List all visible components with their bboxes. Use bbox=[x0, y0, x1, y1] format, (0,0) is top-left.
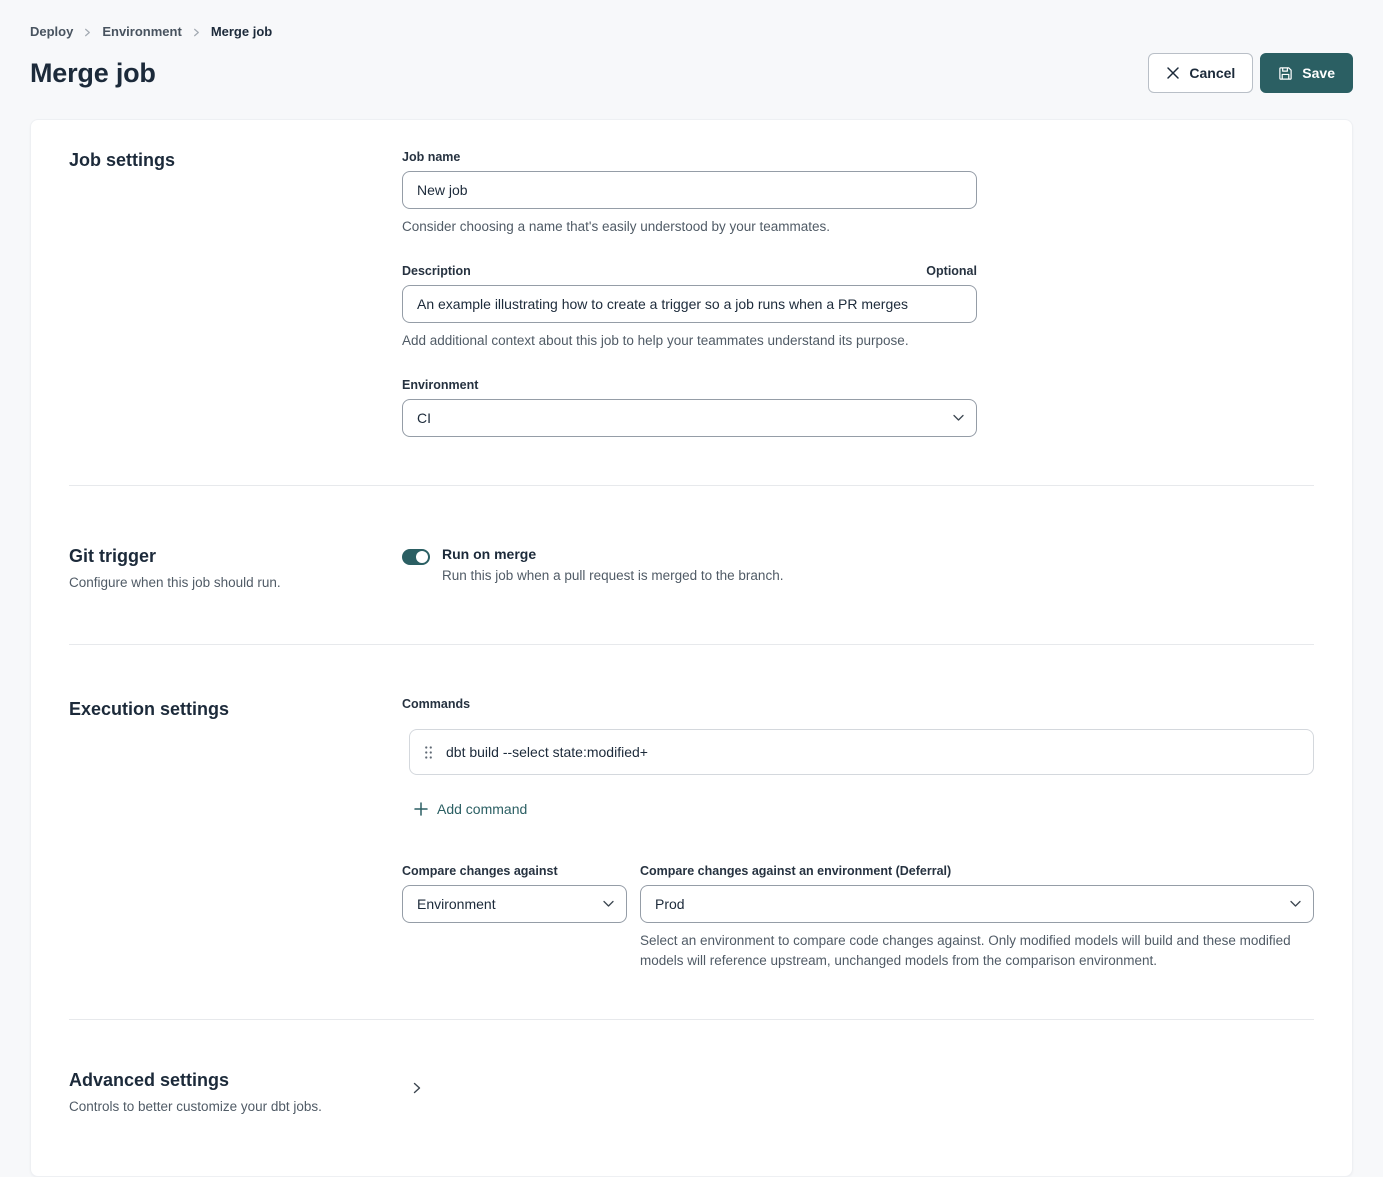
run-on-merge-label: Run on merge bbox=[442, 546, 537, 562]
advanced-settings-heading: Advanced settings bbox=[69, 1070, 230, 1090]
breadcrumb-separator-icon bbox=[83, 28, 92, 37]
page-header bbox=[30, 53, 1353, 93]
section-job-settings bbox=[69, 148, 1314, 485]
chevron-down-icon bbox=[1290, 901, 1301, 908]
section-advanced-settings-left bbox=[69, 1070, 402, 1114]
close-icon bbox=[1166, 66, 1180, 80]
plus-icon bbox=[414, 802, 428, 816]
deferral-select-value: Prod bbox=[655, 896, 685, 912]
job-name-label: Job name bbox=[402, 150, 461, 164]
job-name-helper: Consider choosing a name that's easily understood by your teammates. bbox=[402, 219, 831, 234]
compare-against-select[interactable] bbox=[402, 885, 627, 923]
breadcrumb-separator-icon bbox=[192, 28, 201, 37]
commands-label: Commands bbox=[402, 697, 471, 711]
add-command-label: Add command bbox=[437, 801, 528, 817]
header-actions bbox=[1148, 53, 1353, 93]
environment-select[interactable] bbox=[402, 399, 977, 437]
breadcrumb bbox=[30, 0, 1353, 39]
breadcrumb-item-deploy[interactable]: Deploy bbox=[30, 24, 74, 39]
job-settings-heading: Job settings bbox=[69, 150, 176, 170]
save-button-label: Save bbox=[1302, 65, 1335, 81]
save-icon bbox=[1278, 66, 1293, 81]
chevron-right-icon[interactable] bbox=[412, 1082, 422, 1094]
compare-against-label: Compare changes against bbox=[402, 864, 558, 878]
breadcrumb-item-merge-job: Merge job bbox=[210, 24, 273, 39]
command-row[interactable] bbox=[409, 729, 1314, 775]
job-name-field bbox=[402, 150, 977, 237]
description-label: Description bbox=[402, 264, 471, 278]
job-settings-card bbox=[30, 119, 1353, 1177]
section-git-trigger bbox=[69, 486, 1314, 644]
run-on-merge-description: Run this job when a pull request is merged to the branch. bbox=[442, 568, 784, 583]
description-helper: Add additional context about this job to help your teammates understand its purpose. bbox=[402, 333, 909, 348]
command-text[interactable]: dbt build --select state:modified+ bbox=[446, 744, 648, 760]
cancel-button-label: Cancel bbox=[1189, 65, 1236, 81]
deferral-helper: Select an environment to compare code changes against. Only modified models will build and these modified models will reference upstream, unchanged models from the comparison environment. bbox=[640, 933, 1291, 968]
drag-handle-icon[interactable] bbox=[424, 745, 433, 760]
section-execution-settings-form bbox=[402, 697, 1314, 971]
section-git-trigger-left bbox=[69, 534, 402, 590]
deferral-label: Compare changes against an environment (Deferral) bbox=[640, 864, 952, 878]
deferral-field bbox=[640, 864, 1314, 971]
cancel-button[interactable] bbox=[1148, 53, 1253, 93]
description-field bbox=[402, 264, 977, 351]
toggle-knob bbox=[416, 551, 428, 563]
section-execution-settings-left bbox=[69, 697, 402, 971]
section-job-settings-form bbox=[402, 150, 977, 437]
environment-label: Environment bbox=[402, 378, 479, 392]
environment-select-value: CI bbox=[417, 410, 431, 426]
breadcrumb-item-environment[interactable]: Environment bbox=[102, 24, 182, 39]
execution-settings-heading: Execution settings bbox=[69, 699, 230, 719]
run-on-merge-row bbox=[402, 534, 1314, 583]
compare-against-select-value: Environment bbox=[417, 896, 496, 912]
description-optional-tag: Optional bbox=[926, 264, 977, 278]
advanced-settings-subheading: Controls to better customize your dbt jobs. bbox=[69, 1099, 322, 1114]
section-advanced-settings bbox=[69, 1020, 1314, 1142]
section-git-trigger-form bbox=[402, 534, 1314, 590]
git-trigger-subheading: Configure when this job should run. bbox=[69, 575, 281, 590]
add-command-button[interactable] bbox=[414, 801, 527, 817]
description-input[interactable] bbox=[402, 285, 977, 323]
chevron-down-icon bbox=[603, 901, 614, 908]
git-trigger-heading: Git trigger bbox=[69, 546, 157, 566]
compare-against-field bbox=[402, 864, 627, 971]
page-title: Merge job bbox=[30, 57, 156, 88]
section-execution-settings bbox=[69, 645, 1314, 1019]
section-advanced-settings-right bbox=[402, 1070, 1314, 1114]
run-on-merge-toggle[interactable] bbox=[402, 549, 430, 565]
deferral-select[interactable] bbox=[640, 885, 1314, 923]
compare-row bbox=[402, 864, 1314, 971]
save-button[interactable] bbox=[1260, 53, 1353, 93]
environment-field bbox=[402, 378, 977, 437]
run-on-merge-text bbox=[442, 546, 783, 583]
job-name-input[interactable] bbox=[402, 171, 977, 209]
section-job-settings-left bbox=[69, 150, 402, 437]
chevron-down-icon bbox=[953, 415, 964, 422]
